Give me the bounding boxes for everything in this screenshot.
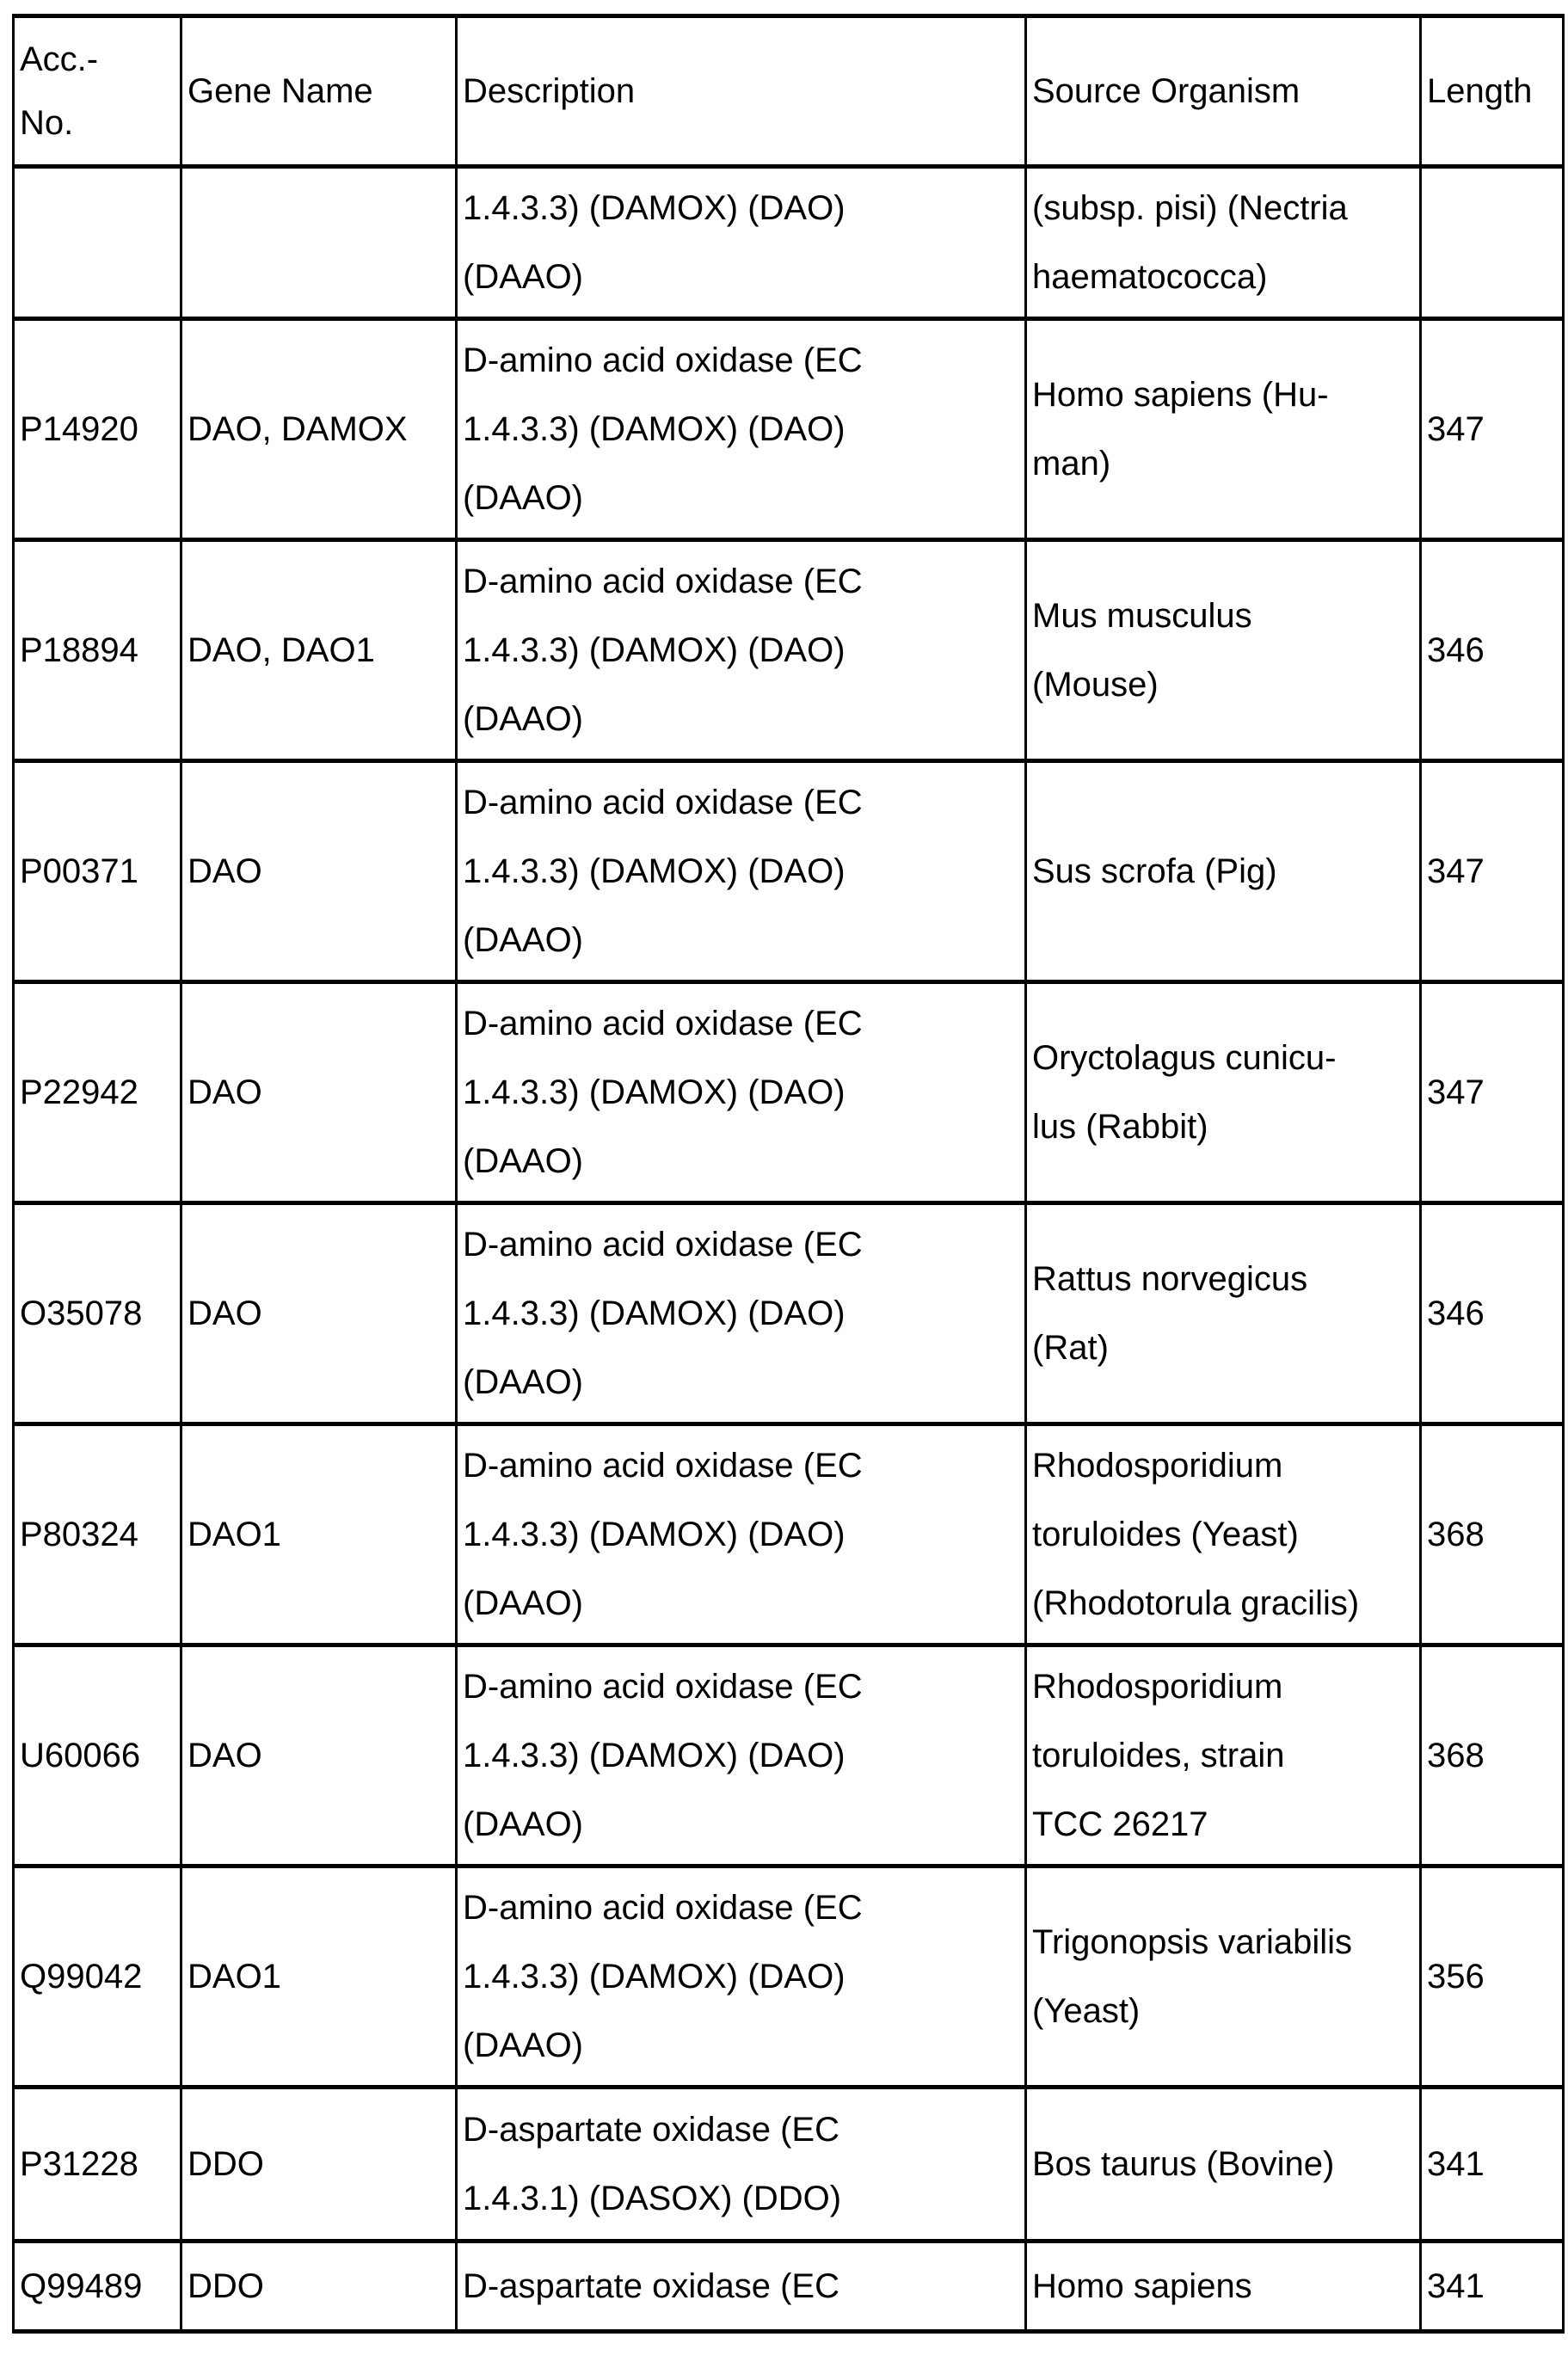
- header-source-organism: Source Organism: [1026, 16, 1421, 167]
- table-row: [14, 2242, 1564, 2332]
- description-cell: 1.4.3.3) (DAMOX) (DAO) (DAAO): [457, 167, 1026, 319]
- gene-name-cell: [181, 167, 457, 319]
- acc-no-cell: P18894: [14, 540, 181, 761]
- gene-name-cell: DAO: [181, 982, 457, 1203]
- acc-no-cell: Q99042: [14, 1866, 181, 2088]
- source-organism-cell: Rhodosporidium toruloides (Yeast) (Rhodotorula gracilis): [1026, 1424, 1421, 1645]
- length-cell: [1421, 167, 1564, 319]
- length-cell: 347: [1421, 982, 1564, 1203]
- length-cell: 368: [1421, 1424, 1564, 1645]
- header-row: [14, 16, 1564, 167]
- length-cell: 347: [1421, 319, 1564, 540]
- acc-no-cell: P80324: [14, 1424, 181, 1645]
- source-organism-cell: Sus scrofa (Pig): [1026, 761, 1421, 982]
- gene-name-cell: DAO: [181, 1203, 457, 1424]
- table-row: [14, 1645, 1564, 1866]
- acc-no-cell: P00371: [14, 761, 181, 982]
- gene-name-cell: DDO: [181, 2088, 457, 2242]
- gene-name-cell: DAO, DAMOX: [181, 319, 457, 540]
- description-cell: D-amino acid oxidase (EC 1.4.3.3) (DAMOX) (DAO) (DAAO): [457, 540, 1026, 761]
- header-gene-name: Gene Name: [181, 16, 457, 167]
- gene-name-cell: DAO1: [181, 1866, 457, 2088]
- source-organism-cell: Rattus norvegicus (Rat): [1026, 1203, 1421, 1424]
- table-row: [14, 1203, 1564, 1424]
- header-length: Length: [1421, 16, 1564, 167]
- table-row: [14, 982, 1564, 1203]
- gene-name-cell: DDO: [181, 2242, 457, 2332]
- acc-no-cell: [14, 167, 181, 319]
- length-cell: 341: [1421, 2088, 1564, 2242]
- acc-no-cell: Q99489: [14, 2242, 181, 2332]
- acc-no-cell: P31228: [14, 2088, 181, 2242]
- table-row: [14, 319, 1564, 540]
- length-cell: 346: [1421, 1203, 1564, 1424]
- length-cell: 347: [1421, 761, 1564, 982]
- source-organism-cell: Rhodosporidium toruloides, strain TCC 26217: [1026, 1645, 1421, 1866]
- gene-name-cell: DAO: [181, 761, 457, 982]
- table-row: [14, 761, 1564, 982]
- description-cell: D-amino acid oxidase (EC 1.4.3.3) (DAMOX) (DAO) (DAAO): [457, 1866, 1026, 2088]
- length-cell: 341: [1421, 2242, 1564, 2332]
- table-row: [14, 1424, 1564, 1645]
- table-row: [14, 1866, 1564, 2088]
- length-cell: 346: [1421, 540, 1564, 761]
- acc-no-cell: O35078: [14, 1203, 181, 1424]
- source-organism-cell: Mus musculus (Mouse): [1026, 540, 1421, 761]
- description-cell: D-amino acid oxidase (EC 1.4.3.3) (DAMOX) (DAO) (DAAO): [457, 1203, 1026, 1424]
- table-row: [14, 540, 1564, 761]
- description-cell: D-aspartate oxidase (EC 1.4.3.1) (DASOX) (DDO): [457, 2088, 1026, 2242]
- acc-no-cell: P22942: [14, 982, 181, 1203]
- description-cell: D-amino acid oxidase (EC 1.4.3.3) (DAMOX) (DAO) (DAAO): [457, 319, 1026, 540]
- header-acc-no: Acc.- No.: [14, 16, 181, 167]
- header-description: Description: [457, 16, 1026, 167]
- source-organism-cell: Homo sapiens (Hu- man): [1026, 319, 1421, 540]
- source-organism-cell: Trigonopsis variabilis (Yeast): [1026, 1866, 1421, 2088]
- gene-name-cell: DAO1: [181, 1424, 457, 1645]
- source-organism-cell: Homo sapiens: [1026, 2242, 1421, 2332]
- source-organism-cell: Bos taurus (Bovine): [1026, 2088, 1421, 2242]
- description-cell: D-amino acid oxidase (EC 1.4.3.3) (DAMOX) (DAO) (DAAO): [457, 982, 1026, 1203]
- description-cell: D-amino acid oxidase (EC 1.4.3.3) (DAMOX) (DAO) (DAAO): [457, 761, 1026, 982]
- table-row: [14, 167, 1564, 319]
- description-cell: D-amino acid oxidase (EC 1.4.3.3) (DAMOX) (DAO) (DAAO): [457, 1424, 1026, 1645]
- description-cell: D-aspartate oxidase (EC: [457, 2242, 1026, 2332]
- source-organism-cell: (subsp. pisi) (Nectria haematococca): [1026, 167, 1421, 319]
- acc-no-cell: P14920: [14, 319, 181, 540]
- source-organism-cell: Oryctolagus cunicu- lus (Rabbit): [1026, 982, 1421, 1203]
- gene-name-cell: DAO: [181, 1645, 457, 1866]
- length-cell: 356: [1421, 1866, 1564, 2088]
- acc-no-cell: U60066: [14, 1645, 181, 1866]
- protein-table: [12, 14, 1565, 2334]
- gene-name-cell: DAO, DAO1: [181, 540, 457, 761]
- length-cell: 368: [1421, 1645, 1564, 1866]
- table-row: [14, 2088, 1564, 2242]
- description-cell: D-amino acid oxidase (EC 1.4.3.3) (DAMOX) (DAO) (DAAO): [457, 1645, 1026, 1866]
